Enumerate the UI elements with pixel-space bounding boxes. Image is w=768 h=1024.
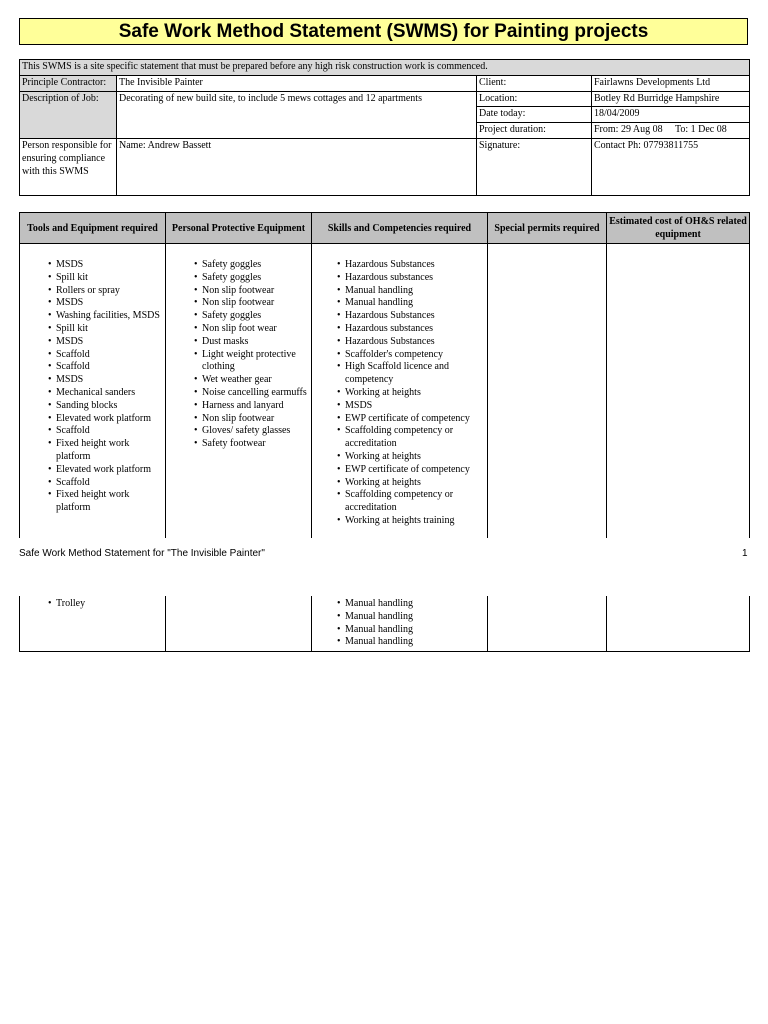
ppe-list-item: • Noise cancelling earmuffs [194, 387, 309, 400]
ppe-list-item: • Non slip footwear [194, 297, 309, 310]
tools-list [22, 259, 163, 515]
tools-list-item: • Scaffold [48, 477, 163, 490]
skills-list-item: • Hazardous Substances [337, 310, 485, 323]
skills-list-item: • Scaffolding competency or accreditation [337, 425, 485, 451]
permits-cell [488, 244, 607, 538]
skills-list-item: • Hazardous substances [337, 323, 485, 336]
cost-cell [607, 244, 750, 538]
ppe-list-item: • Dust masks [194, 336, 309, 349]
skills-list-item: • Working at heights training [337, 515, 485, 528]
hazard-table [19, 212, 750, 538]
date-value: 18/04/2009 [592, 107, 750, 123]
skills-list-item: • High Scaffold licence and competency [337, 361, 485, 387]
skills-list-item: • Hazardous substances [337, 272, 485, 285]
skills-list-item: • EWP certificate of competency [337, 464, 485, 477]
skills-list-item: • MSDS [337, 400, 485, 413]
tools-list-item: • MSDS [48, 297, 163, 310]
tools-list-item: • Fixed height work platform [48, 489, 163, 515]
skills-list-item: • Working at heights [337, 477, 485, 490]
ppe-cell [166, 244, 312, 538]
tools-cell-continued [20, 596, 166, 651]
skills-list-continued [311, 598, 485, 649]
ppe-list-item: • Safety footwear [194, 438, 309, 451]
skills-cell [312, 244, 488, 538]
signature-label: Signature: [477, 138, 592, 195]
duration-value: From: 29 Aug 08 To: 1 Dec 08 [592, 123, 750, 139]
column-header-skills: Skills and Competencies required [312, 213, 488, 244]
description-label: Description of Job: [20, 91, 117, 138]
duration-label: Project duration: [477, 123, 592, 139]
tools-list-item: • MSDS [48, 336, 163, 349]
client-value: Fairlawns Developments Ltd [592, 75, 750, 91]
description-value: Decorating of new build site, to include 5 mews cottages and 12 apartments [117, 91, 477, 138]
location-value: Botley Rd Burridge Hampshire [592, 91, 750, 107]
hazard-table-continued [19, 596, 750, 652]
tools-list-item: • Spill kit [48, 272, 163, 285]
skills-list-item: • Manual handling [337, 285, 485, 298]
tools-list-item: • Washing facilities, MSDS [48, 310, 163, 323]
location-label: Location: [477, 91, 592, 107]
tools-list-item: • Scaffold [48, 361, 163, 374]
date-label: Date today: [477, 107, 592, 123]
ppe-list-item: • Light weight protective clothing [194, 349, 309, 375]
tools-list-item: • Rollers or spray [48, 285, 163, 298]
skills-list-item: • Manual handling [337, 598, 485, 611]
skills-list-item: • Scaffolding competency or accreditation [337, 489, 485, 515]
ppe-list-item: • Non slip footwear [194, 413, 309, 426]
tools-cell [20, 244, 166, 538]
skills-cell-continued [312, 596, 488, 651]
tools-list-continued [22, 598, 163, 611]
contact-phone: Contact Ph: 07793811755 [592, 138, 750, 195]
ppe-list-item: • Gloves/ safety glasses [194, 425, 309, 438]
tools-list-item: • Scaffold [48, 349, 163, 362]
skills-list-item: • Working at heights [337, 451, 485, 464]
skills-list-item: • Manual handling [337, 636, 485, 649]
page-number: 1 [742, 548, 748, 559]
tools-list-item: • Trolley [48, 598, 163, 611]
ppe-list-item: • Non slip foot wear [194, 323, 309, 336]
document-title-box [19, 18, 748, 45]
ppe-list-item: • Safety goggles [194, 310, 309, 323]
skills-list-item: • Scaffolder's competency [337, 349, 485, 362]
tools-list-item: • MSDS [48, 374, 163, 387]
column-header-ppe: Personal Protective Equipment [166, 213, 312, 244]
tools-list-item: • Scaffold [48, 425, 163, 438]
ppe-list-item: • Non slip footwear [194, 285, 309, 298]
column-header-permits: Special permits required [488, 213, 607, 244]
skills-list-item: • EWP certificate of competency [337, 413, 485, 426]
document-title: Safe Work Method Statement (SWMS) for Painting projects [118, 20, 649, 42]
page-footer-text: Safe Work Method Statement for "The Invisible Painter" [19, 548, 265, 559]
tools-list-item: • Spill kit [48, 323, 163, 336]
principal-contractor-value: The Invisible Painter [117, 75, 477, 91]
principal-contractor-label: Principle Contractor: [20, 75, 117, 91]
permits-cell-continued [488, 596, 607, 651]
skills-list-item: • Working at heights [337, 387, 485, 400]
column-header-tools: Tools and Equipment required [20, 213, 166, 244]
tools-list-item: • Mechanical sanders [48, 387, 163, 400]
skills-list-item: • Hazardous Substances [337, 259, 485, 272]
tools-list-item: • Elevated work platform [48, 464, 163, 477]
ppe-list [168, 259, 309, 451]
ppe-list-item: • Harness and lanyard [194, 400, 309, 413]
column-header-cost: Estimated cost of OH&S related equipment [607, 213, 750, 244]
person-responsible-value: Name: Andrew Bassett [117, 138, 477, 195]
ppe-list-item: • Wet weather gear [194, 374, 309, 387]
ppe-cell-continued [166, 596, 312, 651]
tools-list-item: • MSDS [48, 259, 163, 272]
skills-list [311, 259, 485, 528]
ppe-list-item: • Safety goggles [194, 272, 309, 285]
job-info-table [19, 59, 750, 196]
tools-list-item: • Fixed height work platform [48, 438, 163, 464]
skills-list-item: • Manual handling [337, 611, 485, 624]
tools-list-item: • Elevated work platform [48, 413, 163, 426]
tools-list-item: • Sanding blocks [48, 400, 163, 413]
skills-list-item: • Manual handling [337, 624, 485, 637]
skills-list-item: • Manual handling [337, 297, 485, 310]
intro-statement: This SWMS is a site specific statement that must be prepared before any high risk construction work is commenced. [20, 60, 750, 76]
person-responsible-label: Person responsible for ensuring compliance with this SWMS [20, 138, 117, 195]
skills-list-item: • Hazardous Substances [337, 336, 485, 349]
cost-cell-continued [607, 596, 750, 651]
ppe-list-item: • Safety goggles [194, 259, 309, 272]
client-label: Client: [477, 75, 592, 91]
